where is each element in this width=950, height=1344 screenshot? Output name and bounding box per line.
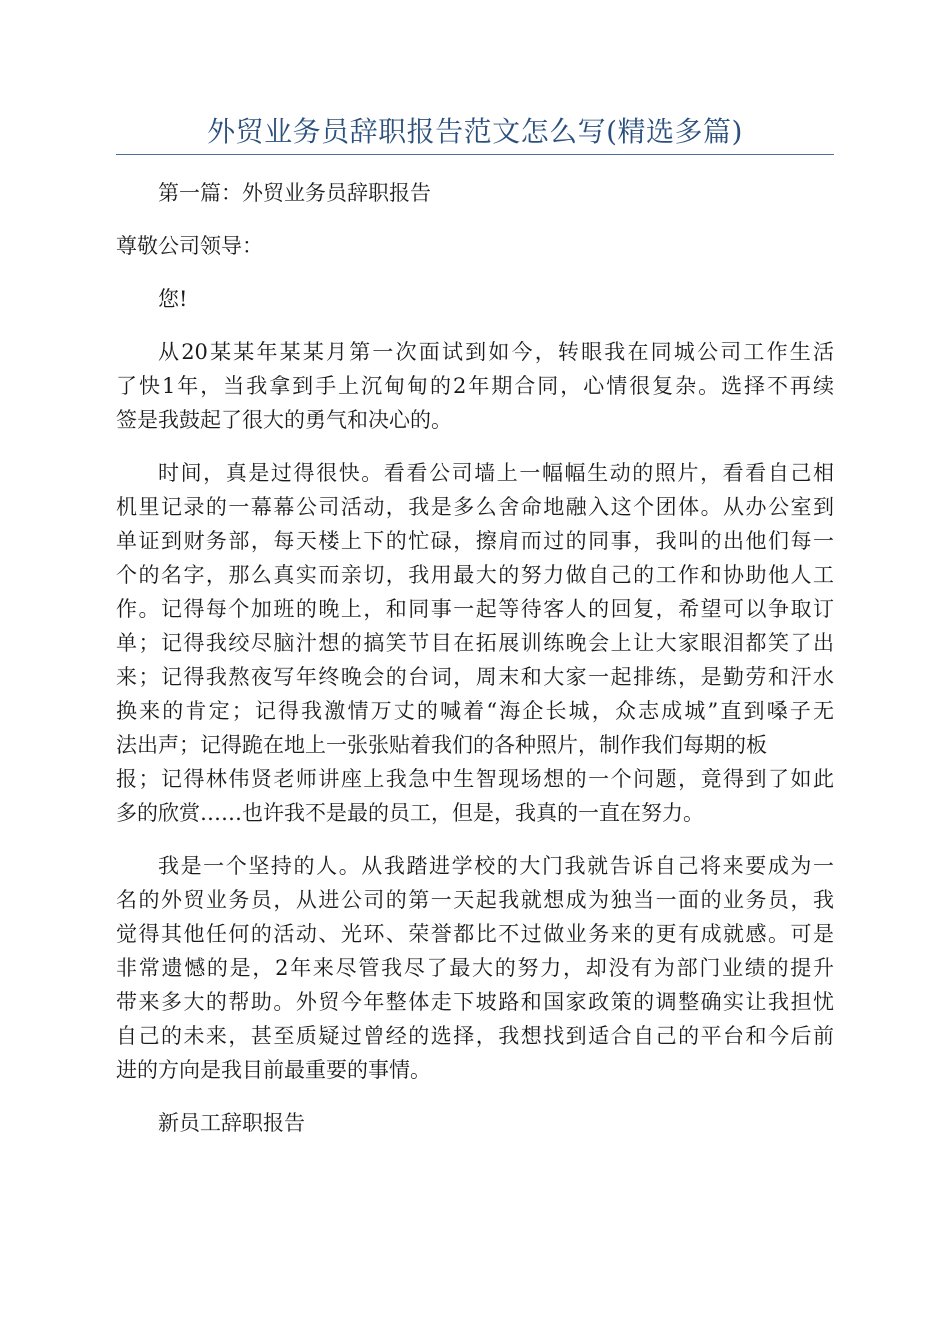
paragraph-line: 来；记得我熬夜写年终晚会的台词，周末和大家一起排练，是勤劳和汗水 [116, 665, 834, 689]
paragraph-line: 自己的未来，甚至质疑过曾经的选择，我想找到适合自己的平台和今后前 [116, 1024, 834, 1048]
paragraph-3 [116, 849, 834, 1087]
paragraph-1 [116, 335, 834, 437]
paragraph-line: 换来的肯定；记得我激情万丈的喊着“海企长城，众志成城”直到嗓子无 [116, 699, 834, 723]
paragraph-line: 作。记得每个加班的晚上，和同事一起等待客人的回复，希望可以争取订 [116, 597, 834, 621]
paragraph-line: 单证到财务部，每天楼上下的忙碌，擦肩而过的同事，我叫的出他们每一 [116, 529, 834, 553]
paragraph-2 [116, 456, 834, 830]
section-heading: 第一篇：外贸业务员辞职报告 [158, 181, 431, 205]
paragraph-line: 报；记得林伟贤老师讲座上我急中生智现场想的一个问题，竟得到了如此 [116, 767, 834, 791]
paragraph-line: 进的方向是我目前最重要的事情。 [116, 1058, 431, 1082]
closing-heading: 新员工辞职报告 [158, 1111, 305, 1135]
paragraph-line: 个的名字，那么真实而亲切，我用最大的努力做自己的工作和协助他人工 [116, 563, 834, 587]
paragraph-line: 时间，真是过得很快。看看公司墙上一幅幅生动的照片，看看自己相 [158, 461, 834, 485]
paragraph-line: 多的欣赏……也许我不是最的员工，但是，我真的一直在努力。 [116, 801, 704, 825]
paragraph-line: 名的外贸业务员，从进公司的第一天起我就想成为独当一面的业务员，我 [116, 888, 834, 912]
paragraph-line: 带来多大的帮助。外贸今年整体走下坡路和国家政策的调整确实让我担忧 [116, 990, 834, 1014]
paragraph-line: 了快1年，当我拿到手上沉甸甸的2年期合同，心情很复杂。选择不再续 [116, 374, 834, 398]
salutation: 尊敬公司领导： [116, 234, 263, 258]
paragraph-line: 签是我鼓起了很大的勇气和决心的。 [116, 408, 452, 432]
paragraph-line: 非常遗憾的是，2年来尽管我尽了最大的努力，却没有为部门业绩的提升 [116, 956, 834, 980]
greeting: 您! [158, 287, 188, 311]
document-title: 外贸业务员辞职报告范文怎么写(精选多篇) [207, 115, 743, 148]
document-body [116, 176, 834, 1159]
paragraph-line: 从20某某年某某月第一次面试到如今，转眼我在同城公司工作生活 [158, 340, 834, 364]
paragraph-line: 单；记得我绞尽脑汁想的搞笑节目在拓展训练晚会上让大家眼泪都笑了出 [116, 631, 834, 655]
paragraph-line: 法出声；记得跪在地上一张张贴着我们的各种照片，制作我们每期的板 [116, 733, 767, 757]
paragraph-line: 机里记录的一幕幕公司活动，我是多么舍命地融入这个团体。从办公室到 [116, 495, 834, 519]
paragraph-line: 觉得其他任何的活动、光环、荣誉都比不过做业务来的更有成就感。可是 [116, 922, 834, 946]
paragraph-line: 我是一个坚持的人。从我踏进学校的大门我就告诉自己将来要成为一 [158, 854, 834, 878]
title-underline [116, 154, 834, 155]
